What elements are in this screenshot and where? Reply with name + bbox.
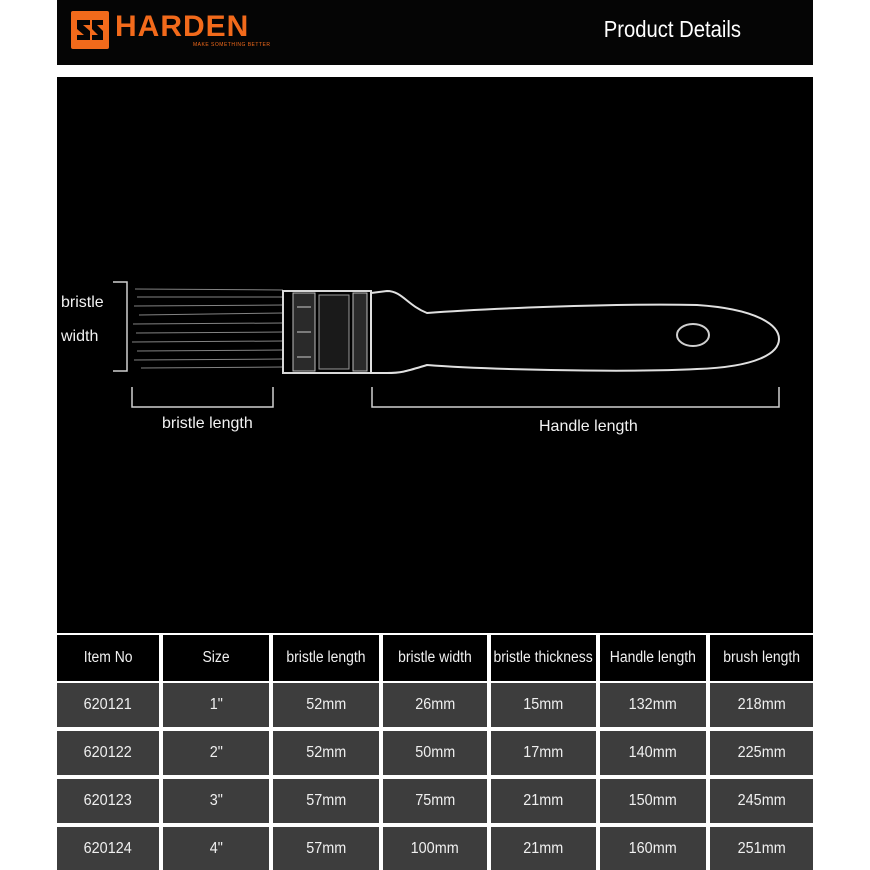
table-cell-text: 218mm xyxy=(737,696,786,713)
table-header-cell-text: bristle thickness xyxy=(493,649,594,666)
bristle-width-label-line1: bristle xyxy=(61,294,104,311)
table-cell-text: 2" xyxy=(209,744,223,761)
table-cell xyxy=(600,683,706,727)
paint-brush-illustration xyxy=(57,77,813,633)
table-cell xyxy=(57,731,159,775)
table-cell-text: 50mm xyxy=(414,744,455,761)
table-cell xyxy=(383,731,487,775)
table-cell-text: 160mm xyxy=(628,839,678,857)
table-cell xyxy=(273,827,379,870)
table-cell-text: 21mm xyxy=(523,839,564,857)
table-cell-text: 26mm xyxy=(414,696,455,713)
table-cell xyxy=(383,779,487,823)
spec-table xyxy=(57,633,813,870)
table-cell-text: 620124 xyxy=(83,839,133,857)
table-cell-text: 245mm xyxy=(737,792,786,809)
table-cell-text: 140mm xyxy=(628,744,678,761)
table-cell xyxy=(491,683,596,727)
table-cell-text: 150mm xyxy=(628,792,678,809)
hang-hole-icon xyxy=(677,324,709,346)
handle-length-label: Handle length xyxy=(539,418,638,435)
table-cell xyxy=(600,779,706,823)
table-cell-text: 620121 xyxy=(83,696,133,713)
table-cell xyxy=(383,827,487,870)
table-header-cell xyxy=(491,635,596,681)
table-header-cell xyxy=(383,635,487,681)
table-cell-text: 251mm xyxy=(737,839,786,857)
bristles-icon xyxy=(132,289,283,368)
table-cell-text: 3" xyxy=(209,792,223,809)
table-header-cell xyxy=(163,635,269,681)
table-cell xyxy=(710,683,813,727)
table-header-cell-text: Size xyxy=(202,649,230,666)
table-cell xyxy=(710,827,813,870)
brand-tagline: MAKE SOMETHING BETTER xyxy=(193,42,271,48)
table-cell-text: 225mm xyxy=(737,744,786,761)
table-cell xyxy=(710,779,813,823)
brush-diagram xyxy=(57,77,813,633)
table-cell xyxy=(491,779,596,823)
table-cell-text: 75mm xyxy=(414,792,455,809)
table-cell xyxy=(163,683,269,727)
table-header-cell-text: bristle width xyxy=(398,649,472,666)
table-cell-text: 1" xyxy=(209,696,223,713)
table-cell-text: 57mm xyxy=(305,839,346,857)
table-header-cell xyxy=(273,635,379,681)
table-header-cell-text: Item No xyxy=(83,649,133,666)
table-cell xyxy=(57,779,159,823)
table-cell xyxy=(273,779,379,823)
table-cell xyxy=(600,827,706,870)
table-cell xyxy=(710,731,813,775)
divider xyxy=(57,65,813,77)
table-cell xyxy=(491,731,596,775)
header-bar xyxy=(57,0,813,65)
bristle-width-label-line2: width xyxy=(61,328,99,345)
brand-name: HARDEN xyxy=(115,10,250,43)
table-cell xyxy=(383,683,487,727)
table-cell xyxy=(57,683,159,727)
table-header-cell-text: brush length xyxy=(723,649,800,666)
harden-logo-icon xyxy=(71,11,109,49)
table-cell xyxy=(273,683,379,727)
table-cell xyxy=(600,731,706,775)
table-cell xyxy=(491,827,596,870)
table-cell-text: 52mm xyxy=(305,744,346,761)
table-cell xyxy=(163,779,269,823)
table-header-cell-text: Handle length xyxy=(609,649,697,666)
table-cell-text: 620122 xyxy=(83,744,133,761)
table-cell xyxy=(163,731,269,775)
table-cell xyxy=(273,731,379,775)
table-cell-text: 100mm xyxy=(410,839,460,857)
table-cell-text: 21mm xyxy=(523,792,564,809)
table-cell-text: 4" xyxy=(209,839,223,857)
handle-icon xyxy=(371,291,779,373)
table-header-cell-text: bristle length xyxy=(286,649,366,666)
table-header-cell xyxy=(600,635,706,681)
bristle-length-label: bristle length xyxy=(162,415,253,432)
table-cell-text: 15mm xyxy=(523,696,564,713)
table-cell xyxy=(57,827,159,870)
ferrule-icon xyxy=(283,291,371,373)
table-cell-text: 52mm xyxy=(305,696,346,713)
brand-logo xyxy=(71,11,270,49)
table-cell-text: 132mm xyxy=(628,696,678,713)
table-cell-text: 17mm xyxy=(523,744,564,761)
table-cell-text: 620123 xyxy=(83,792,133,809)
table-header-cell xyxy=(57,635,159,681)
table-cell xyxy=(163,827,269,870)
page-title: Product Details xyxy=(603,16,741,42)
table-cell-text: 57mm xyxy=(305,792,346,809)
table-header-cell xyxy=(710,635,813,681)
